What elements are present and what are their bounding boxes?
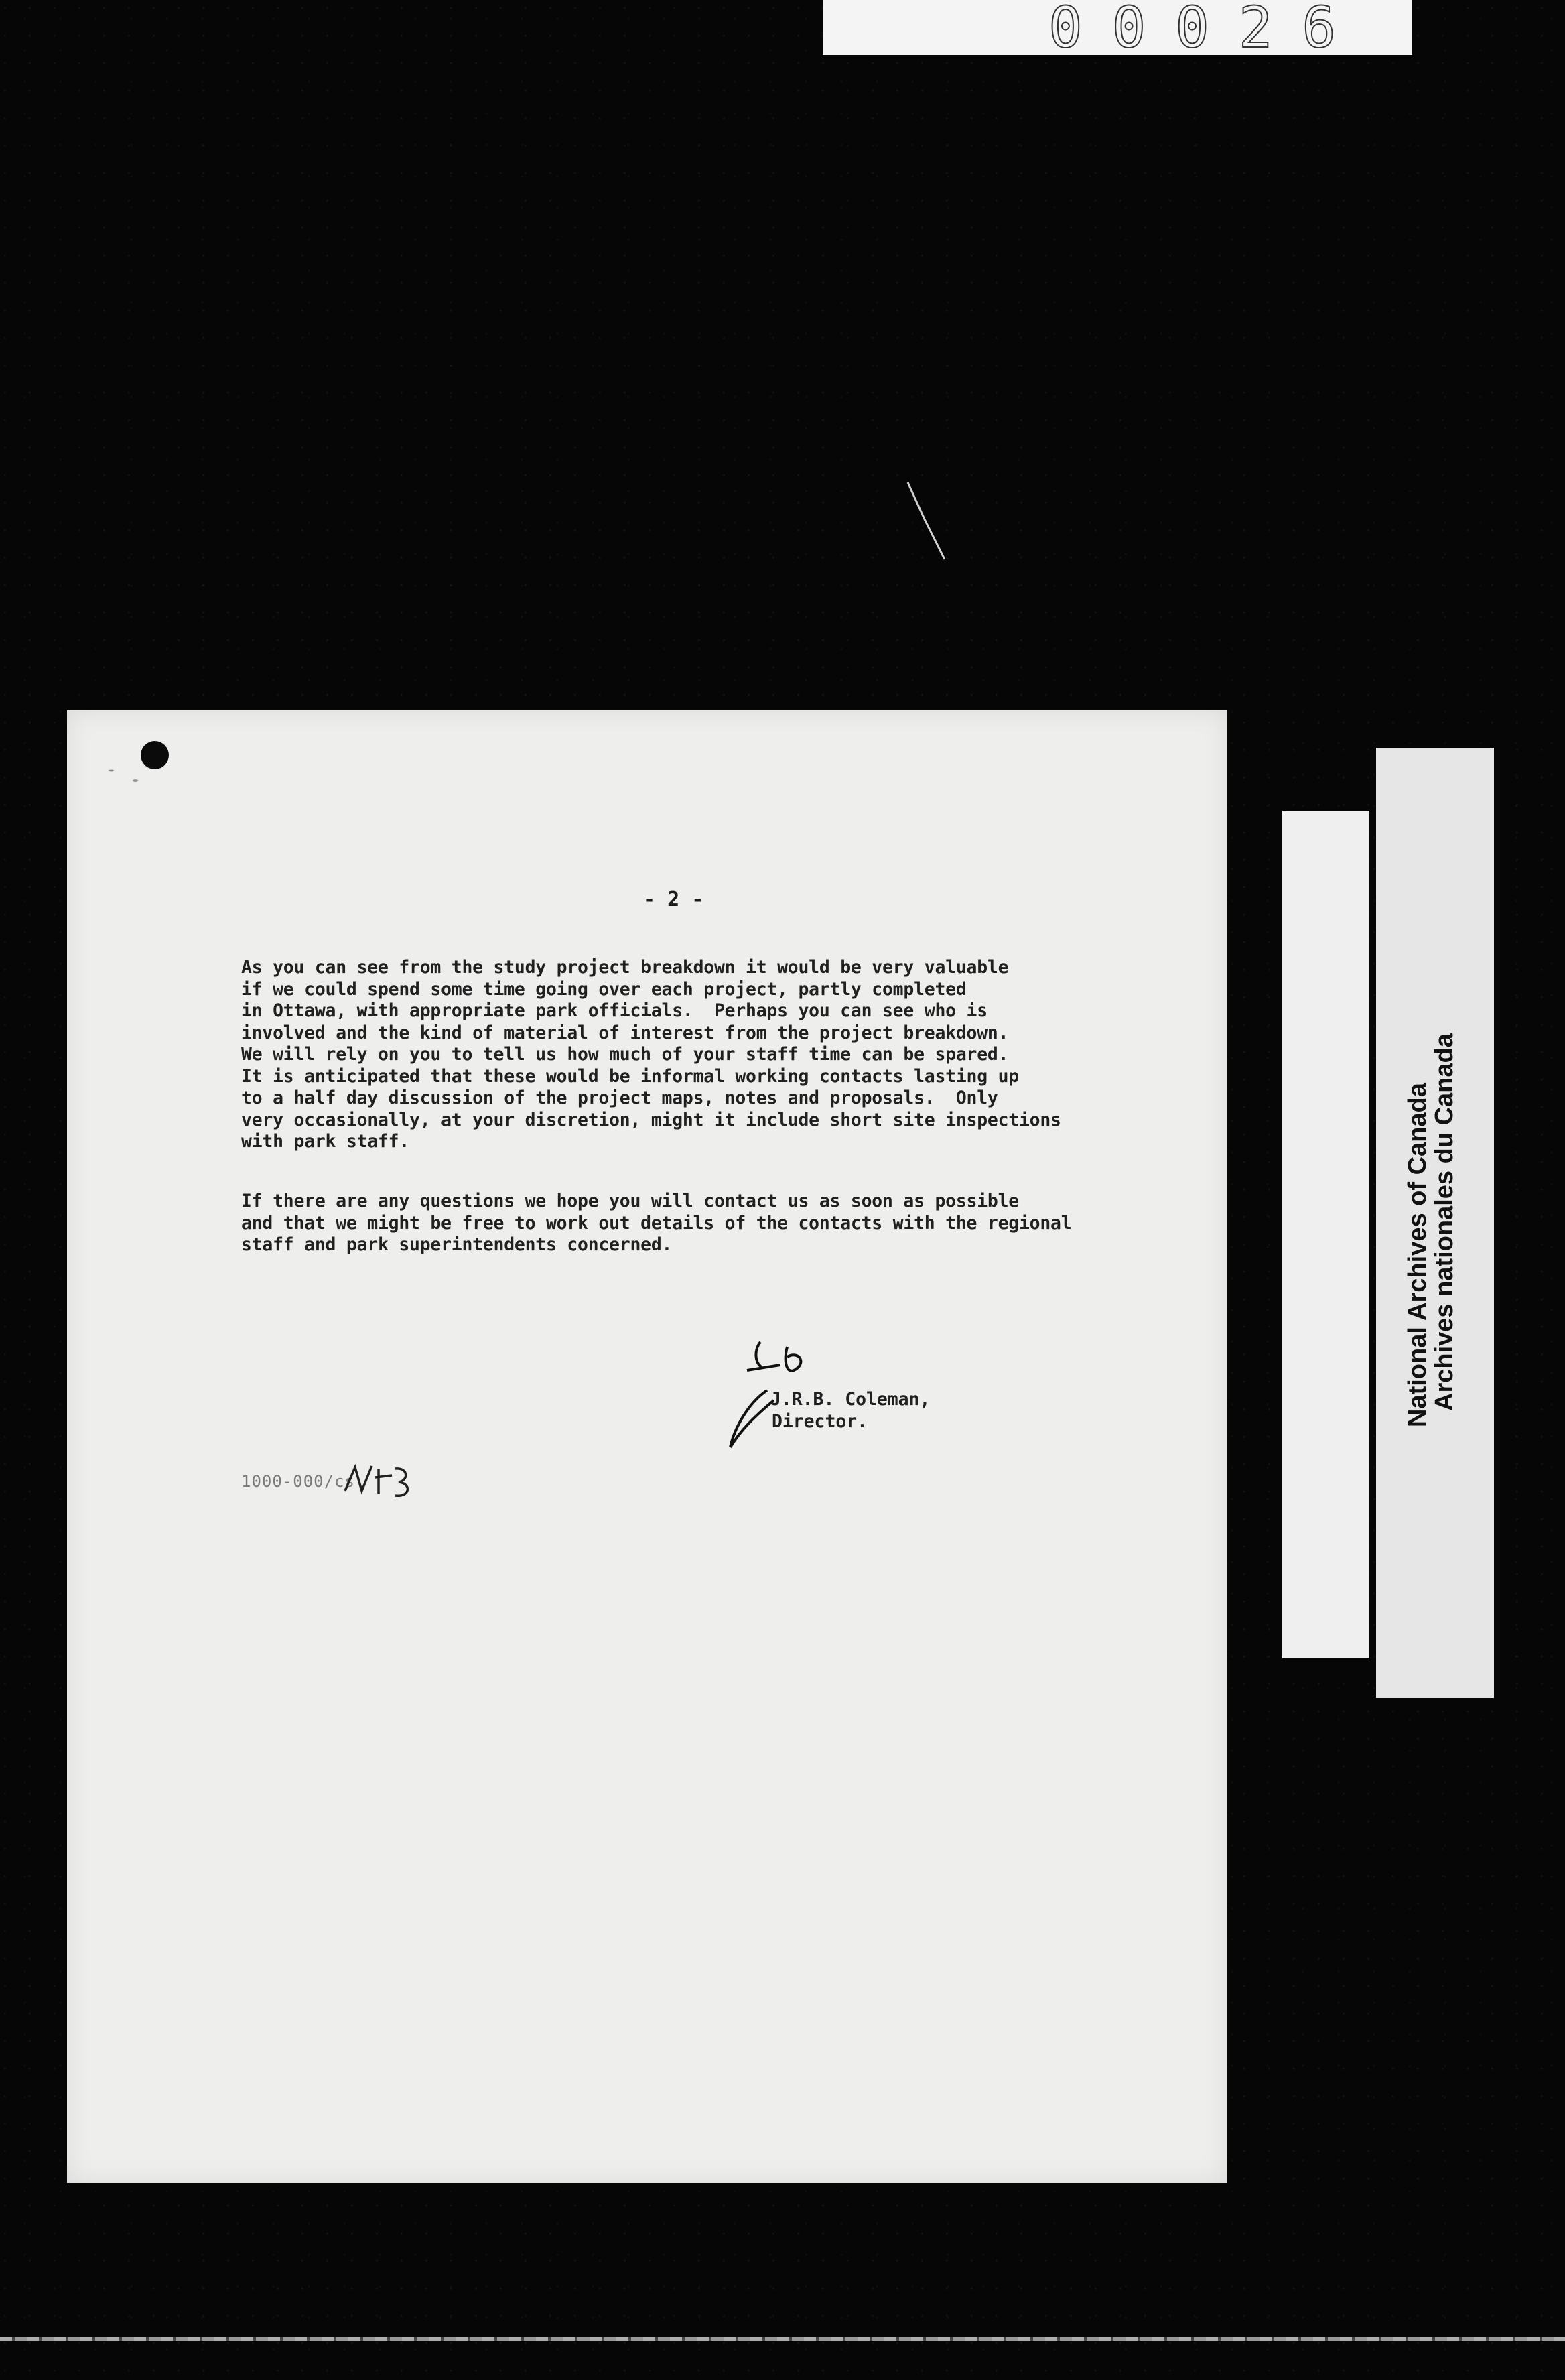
signatory-title: Director. — [772, 1411, 868, 1432]
text-line: involved and the kind of material of interest from the project breakdown. — [241, 1022, 1009, 1043]
body-paragraph-2 — [241, 1191, 1193, 1256]
archive-label-english: National Archives of Canada — [1404, 1083, 1432, 1427]
text-line: to a half day discussion of the project maps, notes and proposals. Only — [241, 1087, 998, 1108]
frame-number: 00026 — [823, 0, 1412, 55]
signatory-name: J.R.B. Coleman, — [770, 1389, 931, 1410]
text-line: staff and park superintendents concerned. — [241, 1234, 673, 1255]
text-line: very occasionally, at your discretion, might it include short site inspections — [241, 1109, 1061, 1130]
corner-smudge — [87, 757, 167, 791]
archive-label-french: Archives nationales du Canada — [1430, 1033, 1458, 1411]
file-reference: 1000-000/cs — [241, 1472, 355, 1491]
text-line: As you can see from the study project breakdown it would be very valuable — [241, 957, 1009, 978]
text-line: We will rely on you to tell us how much of your staff time can be spared. — [241, 1044, 1009, 1065]
page-number: - 2 - — [643, 888, 704, 911]
film-edge-strip — [0, 2337, 1565, 2341]
text-line: and that we might be free to work out details of the contacts with the regional — [241, 1212, 1072, 1234]
text-line: It is anticipated that these would be informal working contacts lasting up — [241, 1065, 1019, 1087]
archive-reference-slip — [1282, 811, 1369, 1658]
body-paragraph-1 — [241, 957, 1193, 1153]
text-line: If there are any questions we hope you will contact us as soon as possible — [241, 1191, 1019, 1211]
text-line: with park staff. — [241, 1131, 410, 1152]
stray-mark — [904, 479, 958, 566]
handwritten-initials-reference — [342, 1461, 422, 1501]
document-page — [67, 710, 1227, 2183]
text-line: in Ottawa, with appropriate park officials. Perhaps you can see who is — [241, 1000, 988, 1021]
text-line: if we could spend some time going over each project, partly completed — [241, 978, 967, 1000]
